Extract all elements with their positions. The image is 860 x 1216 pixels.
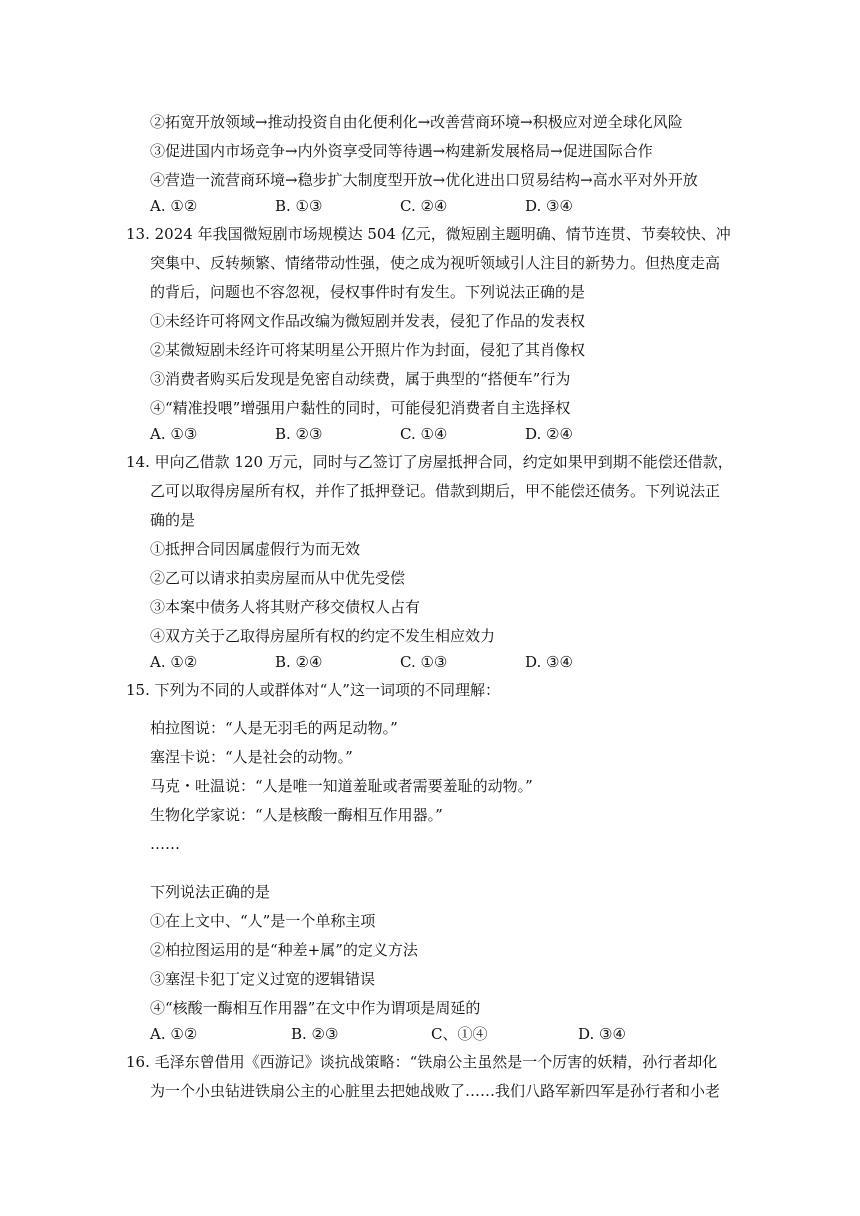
q15-item-3: ③塞涅卡犯丁定义过宽的逻辑错误 [150,970,376,988]
q14-option-a: A. ①② [150,653,198,671]
q15-quote-plato: 柏拉图说：“人是无羽毛的两足动物。” [150,719,398,737]
q12-option-c: C. ②④ [400,197,448,215]
q13-stem-line-2: 突集中、反转频繁、情绪带动性强，使之成为视听领域引人注目的新势力。但热度走高 [150,254,721,272]
q15-ellipsis: …… [150,835,180,853]
q15-option-b: B. ②③ [291,1025,339,1043]
q15-option-a: A. ①② [150,1025,198,1043]
q13-option-a: A. ①③ [150,425,198,443]
q14-stem-line-1: 14. 甲向乙借款 120 万元，同时与乙签订了房屋抵押合同，约定如果甲到期不能偿还借款， [126,453,733,471]
q12-item-2: ②拓宽开放领域→推动投资自由化便利化→改善营商环境→积极应对逆全球化风险 [150,113,683,131]
q14-stem-line-3: 确的是 [150,511,196,529]
q15-option-c: C、①④ [431,1025,488,1043]
q14-item-2: ②乙可以请求拍卖房屋而从中优先受偿 [150,569,406,587]
q14-item-4: ④双方关于乙取得房屋所有权的约定不发生相应效力 [150,627,496,645]
q14-option-c: C. ①③ [400,653,448,671]
q15-option-d: D. ③④ [578,1025,626,1043]
q15-prompt: 下列说法正确的是 [150,883,271,901]
q12-option-b: B. ①③ [275,197,323,215]
q14-option-b: B. ②④ [275,653,323,671]
q15-item-1: ①在上文中、“人”是一个单称主项 [150,912,376,930]
q13-item-1: ①未经许可将网文作品改编为微短剧并发表，侵犯了作品的发表权 [150,312,586,330]
q13-stem-line-1: 13. 2024 年我国微短剧市场规模达 504 亿元，微短剧主题明确、情节连贯、节奏较快、冲 [126,225,731,243]
q13-item-2: ②某微短剧未经许可将某明星公开照片作为封面，侵犯了其肖像权 [150,341,586,359]
q15-stem: 15. 下列为不同的人或群体对“人”这一词项的不同理解： [126,681,500,699]
q13-stem-line-3: 的背后，问题也不容忽视，侵权事件时有发生。下列说法正确的是 [150,283,586,301]
q13-option-b: B. ②③ [275,425,323,443]
q13-item-3: ③消费者购买后发现是免密自动续费，属于典型的“搭便车”行为 [150,370,571,388]
q12-item-3: ③促进国内市场竞争→内外资享受同等待遇→构建新发展格局→促进国际合作 [150,142,653,160]
q15-item-4: ④“核酸一酶相互作用器”在文中作为谓项是周延的 [150,999,481,1017]
q12-option-a: A. ①② [150,197,198,215]
q15-item-2: ②柏拉图运用的是“种差+属”的定义方法 [150,941,418,959]
q14-stem-line-2: 乙可以取得房屋所有权，并作了抵押登记。借款到期后，甲不能偿还债务。下列说法正 [150,482,721,500]
q12-item-4: ④营造一流营商环境→稳步扩大制度型开放→优化进出口贸易结构→高水平对外开放 [150,171,698,189]
q15-quote-twain: 马克・吐温说：“人是唯一知道羞耻或者需要羞耻的动物。” [150,777,533,795]
q12-option-d: D. ③④ [525,197,573,215]
q15-quote-seneca: 塞涅卡说：“人是社会的动物。” [150,748,353,766]
q14-option-d: D. ③④ [525,653,573,671]
q16-stem-line-1: 16. 毛泽东曾借用《西游记》谈抗战策略：“铁扇公主虽然是一个厉害的妖精，孙行者却化 [126,1053,718,1071]
q13-option-c: C. ①④ [400,425,448,443]
q14-item-3: ③本案中债务人将其财产移交债权人占有 [150,598,421,616]
q14-item-1: ①抵押合同因属虚假行为而无效 [150,540,361,558]
q15-quote-biochemist: 生物化学家说：“人是核酸一酶相互作用器。” [150,806,443,824]
q16-stem-line-2: 为一个小虫钻进铁扇公主的心脏里去把她战败了……我们八路军新四军是孙行者和小老 [150,1082,721,1100]
q13-item-4: ④“精准投喂”增强用户黏性的同时，可能侵犯消费者自主选择权 [150,399,571,417]
q13-option-d: D. ②④ [525,425,573,443]
